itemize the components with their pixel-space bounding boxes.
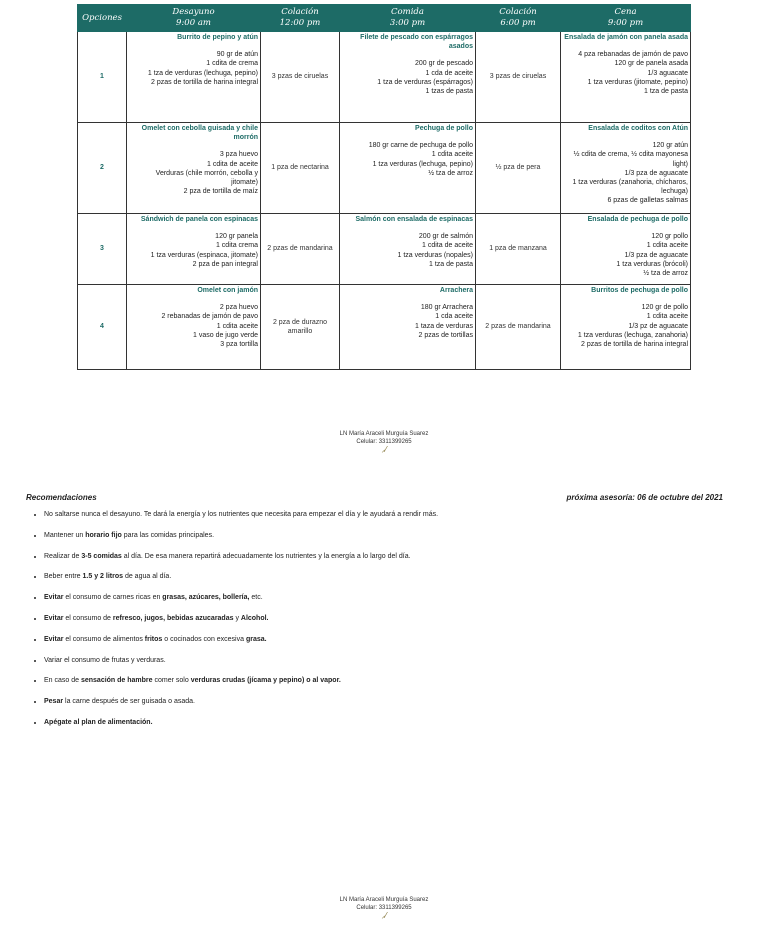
ingredient: 1 tza verduras (espinaca, jitomate) <box>150 251 258 259</box>
breakfast-cell <box>127 123 261 214</box>
recommendation-text: Evitar <box>44 594 64 602</box>
recommendation-text: Pesar <box>44 698 64 706</box>
ingredient: 120 gr pollo <box>651 233 688 241</box>
snack-1-cell: 2 pzas de mandarina <box>261 214 340 285</box>
recommendation-text: refresco, jugos, bebidas azucaradas <box>112 614 234 622</box>
ingredient: 1 tza de verduras (espárragos) <box>377 78 473 86</box>
ingredient: 1 tza verduras (zanahoria, chícharos, lechuga) <box>572 179 688 196</box>
dish-name: Burrito de pepino y atún <box>177 34 258 41</box>
ingredient: 200 gr de salmón <box>418 233 473 241</box>
table-header-row <box>78 5 691 32</box>
ingredient: 1 cda de aceite <box>425 69 473 77</box>
recommendation-text: Realizar de <box>44 552 82 560</box>
recommendation-item <box>44 531 744 540</box>
header-options: Opciones <box>78 5 127 32</box>
ingredient: 120 gr de panela asada <box>614 60 688 68</box>
recommendations-title: Recomendaciones <box>26 493 97 502</box>
recommendation-item <box>44 656 744 665</box>
recommendation-text: y <box>233 614 241 622</box>
snack-2-cell: 1 pza de manzana <box>476 214 561 285</box>
dinner-cell <box>561 123 691 214</box>
signature-bottom <box>0 896 768 920</box>
recommendation-item <box>44 697 744 706</box>
ingredient: 2 rebanadas de jamón de pavo <box>161 313 258 321</box>
ingredient: 1 cdita aceite <box>646 313 688 321</box>
ingredient: 1 cdita de aceite <box>207 160 258 168</box>
ingredient: 1 cdita aceite <box>646 242 688 250</box>
recommendation-text: Evitar <box>44 614 64 622</box>
recommendation-text: verduras crudas (jícama y pepino) o al vapor. <box>190 677 341 685</box>
dish-name: Sándwich de panela con espinacas <box>140 216 258 223</box>
ingredient: ½ tza de arroz <box>428 169 473 177</box>
ingredient: 1 tza de verduras (lechuga, pepino) <box>147 69 258 77</box>
recommendation-text: Mantener un <box>44 531 86 539</box>
ingredient: 1 tzas de pasta <box>425 88 473 96</box>
table-row <box>78 32 691 123</box>
option-number: 2 <box>78 123 127 214</box>
recommendation-text: En caso de <box>44 677 81 685</box>
lunch-cell <box>340 214 476 285</box>
recommendations-list <box>28 510 744 739</box>
ingredient: 1 cdita crema <box>215 242 258 250</box>
recommendation-text: No saltarse nunca el desayuno. Te dará la energía y los nutrientes que necesita para empezar el día y le ayudará a rendir más. <box>44 511 439 518</box>
signature-top <box>0 430 768 454</box>
ingredient: 1 cdita de aceite <box>422 242 473 250</box>
handwritten-signature: ⸝⁄ <box>381 445 387 454</box>
recommendation-text: Evitar <box>44 635 64 643</box>
ingredient: 2 pzas de tortilla de harina integral <box>150 78 258 86</box>
dish-name: Omelet con jamón <box>197 287 258 294</box>
dish-name: Omelet con cebolla guisada y chile morrón <box>141 125 258 142</box>
header-snack-1: Colación 12:00 pm <box>261 5 340 32</box>
table-row <box>78 123 691 214</box>
ingredient: 2 pza huevo <box>219 304 258 312</box>
header-dinner: Cena 9:00 pm <box>561 5 691 32</box>
lunch-cell <box>340 123 476 214</box>
recommendation-text: la carne después de ser guisada o asada. <box>63 698 196 706</box>
ingredient: 3 pza huevo <box>219 151 258 159</box>
ingredient: 1 tza verduras (nopales) <box>397 251 473 259</box>
ingredient: 90 gr de atún <box>216 51 258 59</box>
ingredient: 1/3 pz de aguacate <box>628 322 688 330</box>
recommendation-text: Variar el consumo de frutas y verduras. <box>44 656 166 664</box>
dish-name: Ensalada de jamón con panela asada <box>564 34 688 41</box>
recommendation-item <box>44 676 744 685</box>
lunch-cell <box>340 32 476 123</box>
next-session: próxima asesoría: 06 de octubre del 2021 <box>566 493 723 502</box>
recommendation-text: grasas, azúcares, bollería, <box>162 594 250 602</box>
recommendation-text: fritos <box>144 635 163 643</box>
recommendation-text: Apégate al plan de alimentación. <box>44 718 153 726</box>
recommendation-item <box>44 718 744 727</box>
recommendation-item <box>44 593 744 602</box>
nutritionist-phone: Celular: 3311399265 <box>356 905 412 911</box>
ingredient: 1 taza de verduras <box>415 322 473 330</box>
dish-name: Filete de pescado con espárragos asados <box>360 34 473 51</box>
dish-name: Pechuga de pollo <box>415 125 473 132</box>
ingredient: Verduras (chile morrón, cebolla y jitomate) <box>155 169 258 187</box>
ingredient: ½ cdita de crema, ½ cdita mayonesa light) <box>573 151 688 168</box>
meal-plan-table <box>77 4 691 370</box>
ingredient: 180 gr carne de pechuga de pollo <box>368 142 473 150</box>
dinner-cell <box>561 32 691 123</box>
snack-1-cell: 1 pza de nectarina <box>261 123 340 214</box>
recommendation-text: o cocinados con excesiva <box>162 635 246 643</box>
recommendation-text: horario fijo <box>85 531 122 539</box>
table-row <box>78 285 691 370</box>
ingredient: 3 pza tortilla <box>220 341 258 349</box>
ingredient: 4 pza rebanadas de jamón de pavo <box>578 51 688 59</box>
header-breakfast: Desayuno 9:00 am <box>127 5 261 32</box>
recommendation-text: para las comidas principales. <box>121 531 215 539</box>
ingredient: 1 tza de pasta <box>429 260 473 268</box>
ingredient: 120 gr atún <box>652 142 688 150</box>
ingredient: 2 pzas de tortilla de harina integral <box>580 341 688 349</box>
breakfast-cell <box>127 32 261 123</box>
breakfast-cell <box>127 214 261 285</box>
table-row <box>78 214 691 285</box>
ingredient: 1 vaso de jugo verde <box>193 331 258 339</box>
ingredient: 2 pzas de tortillas <box>418 331 473 339</box>
recommendation-text: al día. De esa manera repartirá adecuadamente los nutrientes y la energía a lo largo del día. <box>121 552 411 560</box>
snack-1-cell: 3 pzas de ciruelas <box>261 32 340 123</box>
nutritionist-name: LN María Araceli Murguía Suarez <box>339 431 429 437</box>
dish-name: Burritos de pechuga de pollo <box>591 287 688 294</box>
dinner-cell <box>561 214 691 285</box>
snack-2-cell: ½ pza de pera <box>476 123 561 214</box>
recommendation-item <box>44 614 744 623</box>
dish-name: Ensalada de coditos con Atún <box>588 125 688 132</box>
recommendation-text: sensación de hambre <box>80 677 153 685</box>
ingredient: 120 gr de pollo <box>641 304 688 312</box>
option-number: 4 <box>78 285 127 370</box>
recommendation-text: el consumo de carnes ricas en <box>63 594 163 602</box>
recommendation-text: el consumo de <box>63 614 113 622</box>
ingredient: 1/3 aguacate <box>647 69 688 77</box>
ingredient: 2 pza de pan integral <box>192 260 258 268</box>
recommendation-text: etc. <box>249 594 263 602</box>
ingredient: 1 cdita aceite <box>431 151 473 159</box>
recommendation-text: de agua al día. <box>123 573 172 581</box>
nutritionist-name: LN María Araceli Murguía Suarez <box>339 897 429 903</box>
recommendation-item <box>44 510 744 519</box>
ingredient: 1/3 pza de aguacate <box>624 169 688 177</box>
recommendation-text: Alcohol. <box>240 614 269 622</box>
snack-1-cell: 2 pza de durazno amarillo <box>261 285 340 370</box>
snack-2-cell: 3 pzas de ciruelas <box>476 32 561 123</box>
dinner-cell <box>561 285 691 370</box>
header-snack-2: Colación 6:00 pm <box>476 5 561 32</box>
recommendation-text: comer solo <box>152 677 191 685</box>
ingredient: 6 pzas de galletas salmas <box>607 197 688 205</box>
ingredient: 2 pza de tortilla de maíz <box>183 188 258 196</box>
ingredient: 1 tza de pasta <box>644 88 688 96</box>
dish-name: Ensalada de pechuga de pollo <box>587 216 688 223</box>
recommendation-item <box>44 572 744 581</box>
dish-name: Salmón con ensalada de espinacas <box>355 216 473 223</box>
recommendation-text: grasa. <box>245 635 267 643</box>
option-number: 3 <box>78 214 127 285</box>
ingredient: 120 gr panela <box>215 233 258 241</box>
recommendation-text: 1.5 y 2 litros <box>82 573 123 581</box>
dish-name: Arrachera <box>439 287 473 294</box>
ingredient: 1 tza verduras (jitomate, pepino) <box>587 78 688 86</box>
ingredient: 1/3 pza de aguacate <box>624 251 688 259</box>
recommendation-text: Beber entre <box>44 573 83 581</box>
ingredient: 1 cdita aceite <box>216 322 258 330</box>
header-lunch: Comida 3:00 pm <box>340 5 476 32</box>
ingredient: 1 tza verduras (lechuga, zanahoria) <box>577 331 688 339</box>
ingredient: 180 gr Arrachera <box>420 304 473 312</box>
recommendation-text: 3-5 comidas <box>81 552 122 560</box>
ingredient: ½ tza de arroz <box>643 270 688 278</box>
ingredient: 1 cdita de crema <box>206 60 258 68</box>
handwritten-signature: ⸝⁄ <box>381 911 387 920</box>
ingredient: 1 tza verduras (brócoli) <box>616 260 688 268</box>
snack-2-cell: 2 pzas de mandarina <box>476 285 561 370</box>
recommendation-text: el consumo de alimentos <box>63 635 145 643</box>
recommendation-item <box>44 552 744 561</box>
lunch-cell <box>340 285 476 370</box>
nutritionist-phone: Celular: 3311399265 <box>356 439 412 445</box>
ingredient: 1 cda aceite <box>435 313 473 321</box>
option-number: 1 <box>78 32 127 123</box>
breakfast-cell <box>127 285 261 370</box>
ingredient: 200 gr de pescado <box>415 60 473 68</box>
recommendation-item <box>44 635 744 644</box>
ingredient: 1 tza verduras (lechuga, pepino) <box>372 160 473 168</box>
